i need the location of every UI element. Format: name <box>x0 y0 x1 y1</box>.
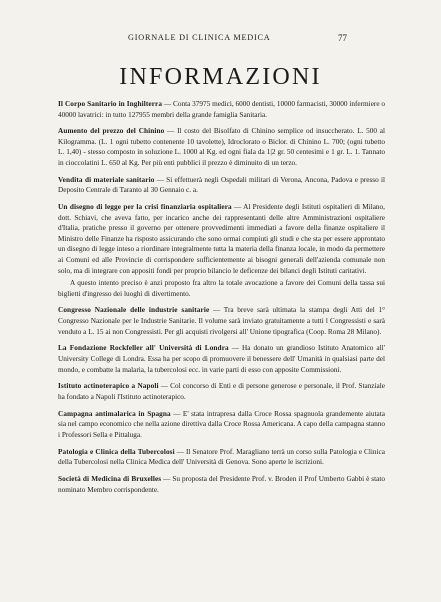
news-item-quinine-price <box>58 126 385 168</box>
news-item-medical-corps <box>58 99 385 120</box>
news-item-sanitary-material-sale <box>58 175 385 196</box>
news-item-lead: Patologia e Clinica della Tubercolosi <box>58 447 175 456</box>
news-item-lead: Società di Medicina di Bruxelles <box>58 475 162 484</box>
news-item-lead: La Fondazione Rockfeller all' Università di Londra <box>58 344 229 353</box>
news-item-lead: Aumento del prezzo del Chinino <box>58 127 165 136</box>
news-item-text: — E' stata intrapresa dalla Croce Rossa spagnuola grandemente aiutata sia nel campo economico che nella azione direttiva dalla Croce Rossa Americana. A capo della campagna stanno i Professori Sella e Pittaluga. <box>58 409 386 439</box>
news-item-health-industries-congress <box>58 305 385 337</box>
news-item-lead: Vendita di materiale sanitario <box>58 175 155 184</box>
news-item-text: — Conta 37975 medici, 6000 dentisti, 10000 farmacisti, 30000 infermiere o 40000 lavatrici: in tutto 127955 membri della grande famiglia Sanitaria. <box>58 100 386 119</box>
news-item-actinotherapy-institute <box>58 381 385 402</box>
news-item-text: — Col concorso di Enti e di persone generose e personale, il Prof. Stanziale ha fondato a Napoli l'Istituto actinoterapico. <box>58 382 385 401</box>
running-head: GIORNALE DI CLINICA MEDICA <box>128 33 271 42</box>
news-item-lead: Il Corpo Sanitario in Inghilterra <box>58 100 163 108</box>
news-item-brussels-medical-society <box>58 474 385 495</box>
news-item-tuberculosis-course <box>58 447 385 468</box>
news-item-text: — Ha donato un grandioso Istituto Anatomico all' University College di Londra. Essa ha per scopo di promuovere il benessere dell' Umanità in qualsiasi parte del mondo, e combatte la malaria, la tubercolosi ecc. in varie parti di esso con apposite Commissioni. <box>58 344 385 374</box>
section-title: INFORMAZIONI <box>119 64 322 90</box>
news-items <box>58 99 385 501</box>
news-item-hospital-finance-continued <box>58 278 385 299</box>
news-item-lead: Un disegno di legge per la crisi finanziaria ospitaliera <box>58 203 232 212</box>
news-item-text: — Il Senatore Prof. Maragliano terrà un corso sulla Patologia e Clinica della Tubercolosi nella Clinica Medica dell' Università di Genova. Sono aperte le iscrizioni. <box>58 447 385 467</box>
news-item-lead: Campagna antimalarica in Spagna <box>58 409 171 418</box>
news-item-hospital-finance-bill <box>58 202 385 276</box>
news-item-lead: Congresso Nazionale delle industrie sanitarie <box>58 306 210 315</box>
news-item-text: — Su proposta del Presidente Prof. v. Broden il Prof Umberto Gabbi è stato nominato Membro corrispondente. <box>58 475 385 494</box>
news-item-text: — Tra breve sarà ultimata la stampa degli Atti del 1° Congresso Nazionale per le Industrie Sanitarie. Il volume sarà inviato gratuitamente a tutti l Congressisti e sarà venduto a L. 15 ai non Congressisti. Per gli acquisti rivolgersi all' Unione tipografica (Coop. Roma 28 Milano). <box>58 306 385 336</box>
news-item-text: A questo intento preciso è anzi proposto fra altro la totale avocazione a favore dei Comuni della tassa sui biglietti d'ingresso dei luoghi di divertimento. <box>58 279 385 298</box>
news-item-text: — Il costo del Bisolfato di Chinino semplice od insuccherato. L. 500 al Kilogramma. (L. 1 ogni tubetto contenente 10 tavolette), Idroclorato o Biclor. di Chinino L. 700; (ogni tubetto L. 1,40) - stesso composto in soluzione L. 1000 al Kg. ed ogni fiala da 1|2 gr. 50 centesimi e 1 gr. L. 1. Tannato in cioccolatini L. 650 al Kg. Per più enti pubblici il prezzo è diminuito di un terzo. <box>58 127 385 168</box>
news-item-lead: Istituto actinoterapico a Napoli <box>58 382 159 391</box>
news-item-rockefeller-foundation <box>58 343 385 375</box>
news-item-text: — Al Presidente degli Istituti ospitalieri di Milano, dott. Schiavi, che aveva fatto, per incarico anche dei rappresentanti delle altre Amministrazioni ospitaliere d'Italia, pratiche presso il governo per ottenere provvedimenti immediati a favore della finanze ospitaliere il Ministro delle Finanze ha risposto assicurando che sono ormai compiuti gli studi e che sta per essere approntato un disegno di legge inteso a riordinare integralmente tutta la materia della finanza locale, in modo da permettere ai Comuni ed alle Provincie di corrispondere sufficientemente ai bisogni generali dell'azienda comunale non solo, ma di integrare con appositi fondi per proprio bilancio le deficenze dei bilanci degli Istituti caritativi. <box>58 203 385 275</box>
page-number: 77 <box>338 33 347 43</box>
news-item-antimalaria-campaign <box>58 409 385 441</box>
news-item-text: — Si effettuerà negli Ospedali militari di Verona, Ancona, Padova e presso il Deposito Centrale di Taranto al 30 Gennaio c. a. <box>58 175 385 195</box>
